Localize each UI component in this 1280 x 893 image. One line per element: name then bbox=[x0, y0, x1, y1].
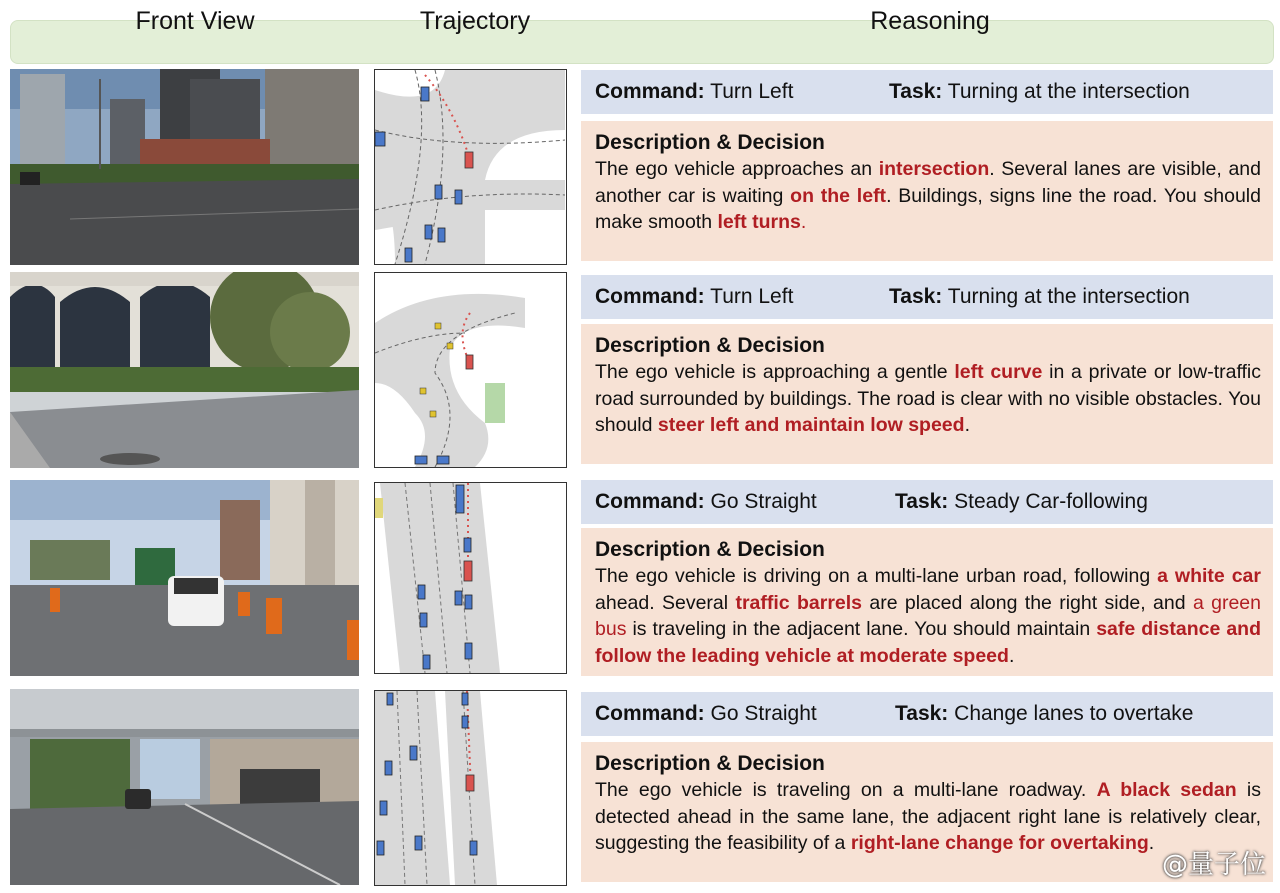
task-value: Turning at the intersection bbox=[947, 285, 1190, 308]
highlighted-phrase: traffic barrels bbox=[735, 591, 863, 614]
black-sedan bbox=[125, 789, 151, 809]
trajectory-header: Trajectory bbox=[419, 7, 531, 35]
description-segment: . bbox=[964, 414, 970, 436]
front-view-image bbox=[10, 480, 359, 676]
front-view-image bbox=[10, 689, 359, 885]
watermark-logo: @量子位 bbox=[1161, 850, 1266, 880]
front-view-image bbox=[10, 69, 359, 265]
task-value: Change lanes to overtake bbox=[954, 702, 1194, 725]
command-task-bar bbox=[581, 275, 1273, 319]
description-text bbox=[595, 563, 1261, 669]
command-value: Go Straight bbox=[710, 490, 817, 513]
description-text bbox=[595, 156, 1261, 236]
highlighted-phrase: safe distance and follow the leading vehicle at moderate speed bbox=[595, 618, 1261, 667]
description-box bbox=[581, 121, 1273, 261]
task bbox=[895, 692, 1193, 736]
command bbox=[595, 692, 817, 736]
command-value: Turn Left bbox=[710, 80, 794, 103]
description-segment: The ego vehicle is approaching a gentle bbox=[595, 361, 955, 383]
command bbox=[595, 70, 793, 114]
description-segment: . Buildings, signs line the road. You should make smooth bbox=[595, 184, 1261, 233]
command-label: Command: bbox=[595, 285, 705, 308]
front-view-image bbox=[10, 272, 359, 468]
trajectory-plot bbox=[374, 482, 567, 674]
description-segment: ahead. Several bbox=[595, 591, 736, 614]
highlighted-phrase: intersection bbox=[878, 158, 990, 180]
command-task-bar bbox=[581, 692, 1273, 736]
description-segment: The ego vehicle is traveling on a multi-lane roadway. bbox=[595, 779, 1097, 801]
description-segment: The ego vehicle is driving on a multi-lane urban road, following bbox=[595, 565, 1158, 587]
task bbox=[895, 480, 1148, 524]
highlighted-phrase: left turns bbox=[717, 211, 801, 233]
reasoning-header: Reasoning bbox=[870, 7, 990, 35]
trajectory-plot bbox=[374, 272, 567, 468]
description-segment: . bbox=[1008, 644, 1015, 667]
front-view-header: Front View bbox=[135, 7, 255, 35]
description-segment: . bbox=[1148, 832, 1155, 854]
task-label: Task: bbox=[895, 490, 949, 513]
command-task-bar bbox=[581, 480, 1273, 524]
task-value: Turning at the intersection bbox=[947, 80, 1190, 103]
description-segment: . Several lanes are visible, and another car is waiting bbox=[595, 158, 1261, 207]
command-label: Command: bbox=[595, 702, 705, 725]
description-box bbox=[581, 324, 1273, 464]
description-title: Description & Decision bbox=[595, 752, 825, 775]
highlighted-phrase: a white car bbox=[1157, 565, 1261, 587]
highlighted-phrase: a green bus bbox=[595, 591, 1262, 640]
description-title: Description & Decision bbox=[595, 334, 825, 357]
command-label: Command: bbox=[595, 80, 705, 103]
command-task-bar bbox=[581, 70, 1273, 114]
description-segment: is traveling in the adjacent lane. You should maintain bbox=[626, 618, 1097, 640]
highlighted-phrase: on the left bbox=[790, 184, 887, 207]
command-value: Go Straight bbox=[710, 702, 817, 725]
trajectory-plot bbox=[374, 690, 567, 886]
description-segment: are placed along the right side, and bbox=[862, 591, 1193, 614]
highlighted-phrase: . bbox=[800, 211, 807, 233]
task-label: Task: bbox=[889, 80, 943, 103]
description-title: Description & Decision bbox=[595, 131, 825, 154]
highlighted-phrase: A black sedan bbox=[1096, 779, 1237, 801]
task-value: Steady Car-following bbox=[954, 490, 1148, 513]
command-value: Turn Left bbox=[710, 285, 794, 308]
description-title: Description & Decision bbox=[595, 538, 825, 561]
description-segment: is detected ahead in the same lane, the adjacent right lane is relatively clear, suggesting the feasibility of a bbox=[595, 779, 1261, 854]
highlighted-phrase: right-lane change for overtaking bbox=[850, 832, 1149, 854]
description-box bbox=[581, 528, 1273, 676]
task-label: Task: bbox=[889, 285, 943, 308]
description-segment: The ego vehicle approaches an bbox=[595, 158, 879, 180]
highlighted-phrase: steer left and maintain low speed bbox=[657, 414, 965, 436]
highlighted-phrase: left curve bbox=[954, 361, 1043, 383]
command-label: Command: bbox=[595, 490, 705, 513]
task-label: Task: bbox=[895, 702, 949, 725]
description-segment: in a private or low-traffic road surrounded by buildings. The road is clear with no visible obstacles. You should bbox=[595, 361, 1262, 436]
command bbox=[595, 275, 793, 319]
task bbox=[889, 70, 1190, 114]
trajectory-plot bbox=[374, 69, 567, 265]
task bbox=[889, 275, 1190, 319]
command bbox=[595, 480, 817, 524]
description-text bbox=[595, 359, 1261, 439]
ego-vehicle bbox=[465, 152, 473, 168]
